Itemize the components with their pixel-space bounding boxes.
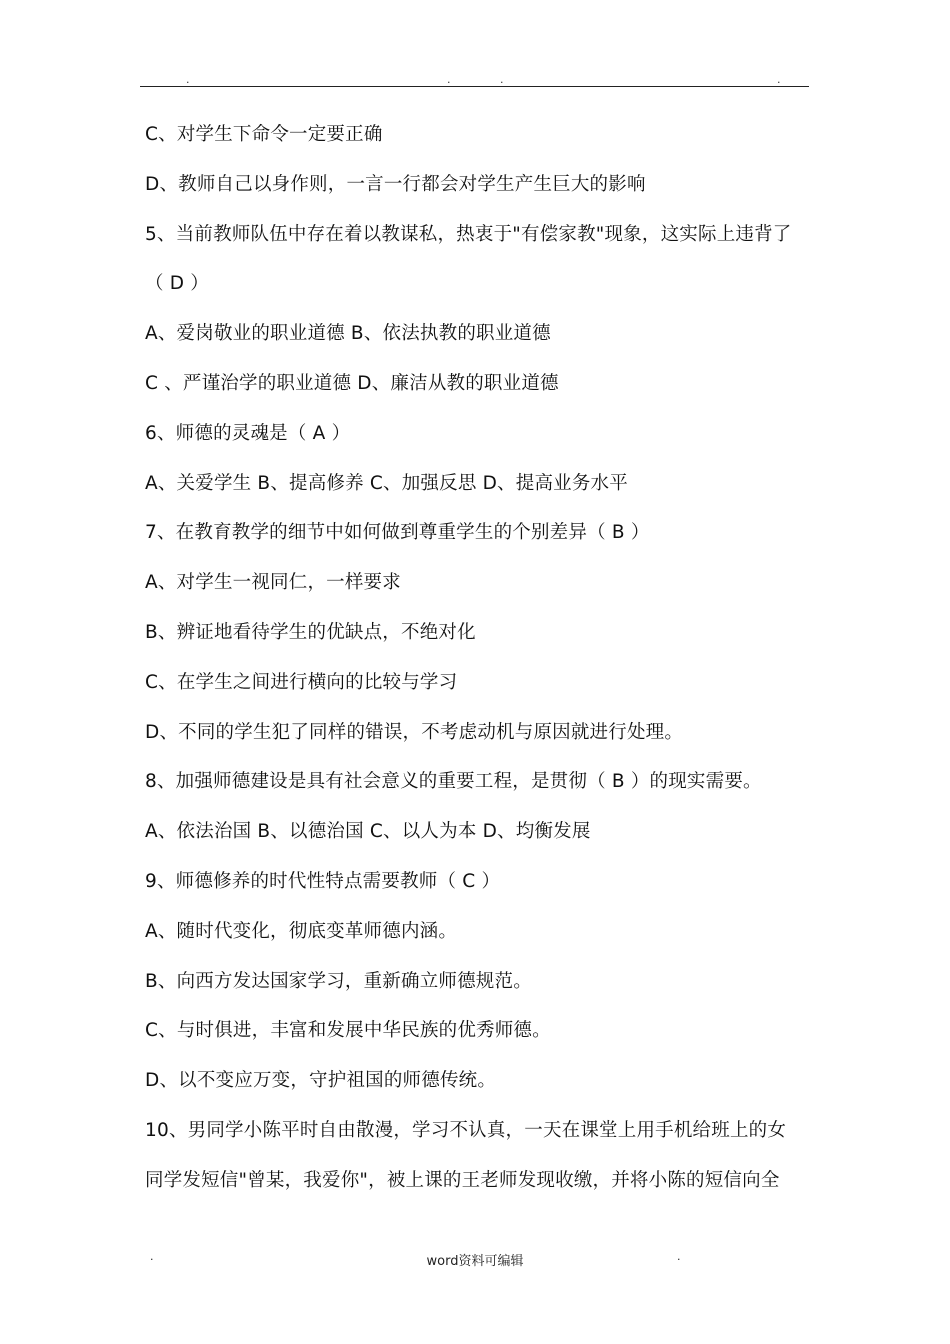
text-line: B、辨证地看待学生的优缺点，不绝对化 bbox=[145, 621, 476, 643]
text-line: B、向西方发达国家学习，重新确立师德规范。 bbox=[145, 970, 532, 992]
header-dot: . bbox=[447, 73, 451, 86]
question-6: 6、师德的灵魂是（ A ） bbox=[145, 422, 351, 444]
footer-dot: . bbox=[150, 1250, 154, 1263]
text-line: C、在学生之间进行横向的比较与学习 bbox=[145, 671, 458, 693]
text-line: C、对学生下命令一定要正确 bbox=[145, 124, 383, 145]
text-line: C、与时俱进，丰富和发展中华民族的优秀师德。 bbox=[145, 1020, 551, 1042]
question-7: 7、在教育教学的细节中如何做到尊重学生的个别差异（ B ） bbox=[145, 522, 650, 544]
text-line: D、不同的学生犯了同样的错误，不考虑动机与原因就进行处理。 bbox=[145, 721, 684, 743]
text-line: D、教师自己以身作则，一言一行都会对学生产生巨大的影响 bbox=[145, 173, 646, 195]
document-body bbox=[145, 110, 815, 1206]
text-line: A、关爱学生 B、提高修养 C、加强反思 D、提高业务水平 bbox=[145, 472, 628, 494]
text-line: A、依法治国 B、以德治国 C、以人为本 D、均衡发展 bbox=[145, 821, 591, 843]
text-line: C 、严谨治学的职业道德 D、廉洁从教的职业道德 bbox=[145, 372, 559, 394]
text-line: A、对学生一视同仁，一样要求 bbox=[145, 572, 401, 594]
answer-5: （ D ） bbox=[145, 273, 210, 295]
header-dot: . bbox=[777, 73, 781, 86]
header-dot: . bbox=[500, 73, 504, 86]
footer-dot: . bbox=[677, 1250, 681, 1263]
text-line: D、以不变应万变，守护祖国的师德传统。 bbox=[145, 1070, 497, 1092]
text-line: A、爱岗敬业的职业道德 B、依法执教的职业道德 bbox=[145, 323, 551, 345]
question-10: 10、男同学小陈平时自由散漫，学习不认真，一天在课堂上用手机给班上的女 bbox=[145, 1119, 787, 1141]
question-5: 5、当前教师队伍中存在着以教谋私，热衷于"有偿家教"现象，这实际上违背了 bbox=[145, 223, 792, 245]
question-9: 9、师德修养的时代性特点需要教师（ C ） bbox=[145, 870, 501, 892]
header-dot: . bbox=[186, 73, 190, 86]
footer-text: word资料可编辑 bbox=[426, 1254, 524, 1269]
text-line: A、随时代变化，彻底变革师德内涵。 bbox=[145, 920, 458, 942]
header-rule bbox=[140, 86, 809, 87]
question-8: 8、加强师德建设是具有社会意义的重要工程，是贯彻（ B ）的现实需要。 bbox=[145, 771, 762, 793]
text-line: 同学发短信"曾某，我爱你"，被上课的王老师发现收缴，并将小陈的短信向全 bbox=[145, 1169, 780, 1191]
